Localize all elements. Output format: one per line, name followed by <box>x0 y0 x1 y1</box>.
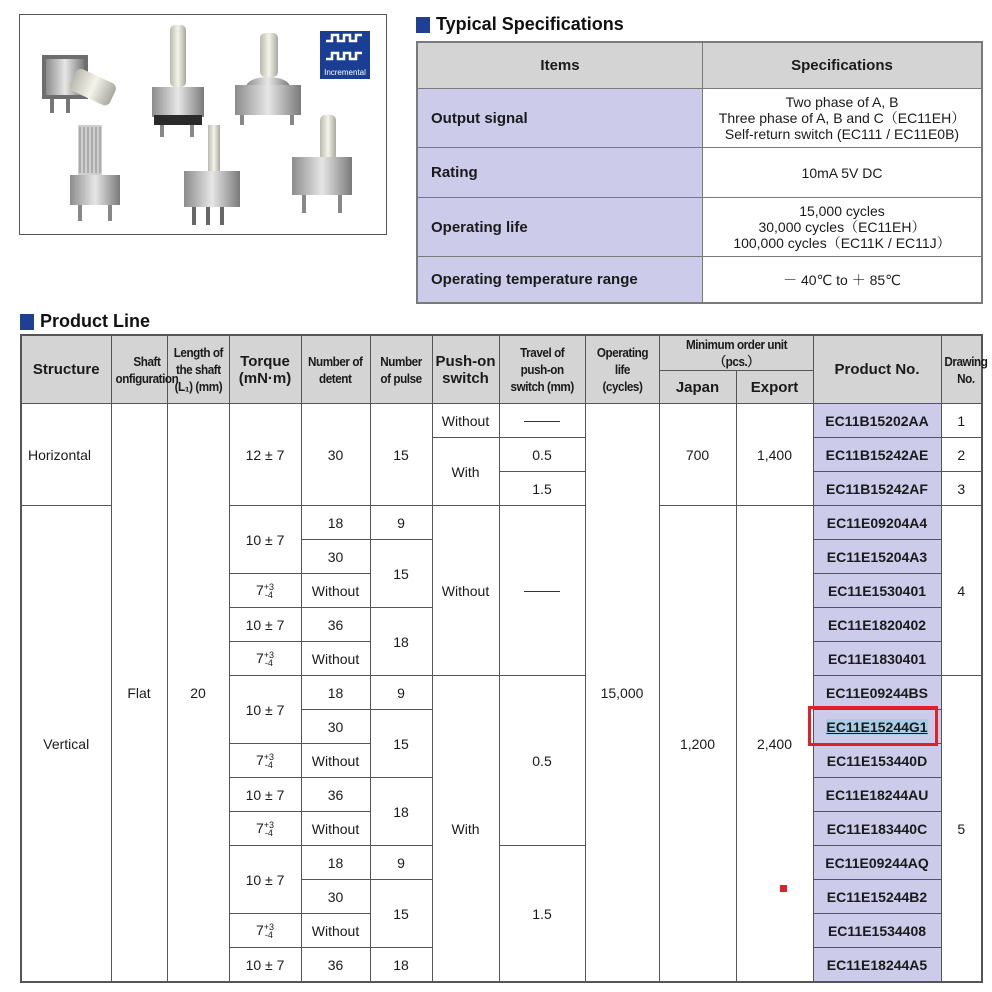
product-photo <box>19 14 387 235</box>
spec-item: Operating life <box>417 198 703 257</box>
product-line-title: Product Line <box>20 311 150 332</box>
detent-cell: 18 <box>301 676 370 710</box>
spec-table <box>416 41 983 304</box>
torque-cell: 7 +3 -4 <box>229 574 301 608</box>
torque-cell: 12 ± 7 <box>229 404 301 506</box>
header-push-switch: Push-on switch <box>432 335 499 404</box>
encoder-horizontal <box>42 55 118 113</box>
structure-cell: Horizontal <box>21 404 111 506</box>
product-no-cell: EC11E15244B2 <box>813 880 941 914</box>
spec-row <box>417 257 982 304</box>
drawing-cell: 2 <box>941 438 982 472</box>
header-detent: Number of detent <box>301 335 370 404</box>
travel-cell: 1.5 <box>499 472 585 506</box>
pulse-cell: 15 <box>370 880 432 948</box>
header-shaft: Shaft onfiguration <box>111 335 167 404</box>
torque-cell: 7 +3 -4 <box>229 744 301 778</box>
length-cell: 20 <box>167 404 229 983</box>
torque-cell: 10 ± 7 <box>229 608 301 642</box>
product-no-cell: EC11E1820402 <box>813 608 941 642</box>
push-cell: Without <box>432 506 499 676</box>
push-cell: Without <box>432 404 499 438</box>
detent-cell: 18 <box>301 846 370 880</box>
red-marker <box>780 885 787 892</box>
pulse-cell: 9 <box>370 506 432 540</box>
push-cell: With <box>432 438 499 506</box>
detent-cell: 30 <box>301 710 370 744</box>
drawing-cell: 4 <box>941 506 982 676</box>
product-no-cell: EC11E1530401 <box>813 574 941 608</box>
detent-cell: 36 <box>301 608 370 642</box>
spec-item: Rating <box>417 148 703 198</box>
torque-cell: 7 +3 -4 <box>229 642 301 676</box>
svg-text:Incremental: Incremental <box>324 68 366 77</box>
spec-row <box>417 198 982 257</box>
header-structure: Structure <box>21 335 111 404</box>
spec-item: Output signal <box>417 89 703 148</box>
japan-cell: 700 <box>659 404 736 506</box>
header-pulse: Number of pulse <box>370 335 432 404</box>
detent-cell: Without <box>301 642 370 676</box>
product-no-cell: EC11E1830401 <box>813 642 941 676</box>
pulse-cell: 9 <box>370 676 432 710</box>
encoders-illustration <box>20 15 386 234</box>
torque-cell: 10 ± 7 <box>229 778 301 812</box>
travel-cell: 1.5 <box>499 846 585 983</box>
pulse-cell: 18 <box>370 608 432 676</box>
incremental-badge <box>320 31 370 79</box>
structure-cell: Vertical <box>21 506 111 983</box>
product-no-cell: EC11B15242AE <box>813 438 941 472</box>
blue-square-icon <box>416 17 430 33</box>
encoder-flat <box>235 33 301 125</box>
detent-cell: Without <box>301 812 370 846</box>
spec-value: 10mA 5V DC <box>703 148 983 198</box>
dash-mark <box>524 421 560 422</box>
header-travel: Travel of push-on switch (mm) <box>499 335 585 404</box>
header-life: Operating life (cycles) <box>585 335 659 404</box>
spec-header-items: Items <box>417 42 703 89</box>
pulse-cell: 9 <box>370 846 432 880</box>
product-no-cell: EC11E18244AU <box>813 778 941 812</box>
product-no-cell: EC11E09244BS <box>813 676 941 710</box>
spec-value: Two phase of A, B Three phase of A, B and C（EC11EH） Self-return switch (EC111 / EC11E0B) <box>703 89 983 148</box>
torque-cell: 10 ± 7 <box>229 506 301 574</box>
dash-mark <box>524 591 560 592</box>
pulse-cell: 15 <box>370 540 432 608</box>
drawing-cell: 1 <box>941 404 982 438</box>
pulse-cell: 15 <box>370 710 432 778</box>
detent-cell: 18 <box>301 506 370 540</box>
torque-cell: 10 ± 7 <box>229 948 301 983</box>
blue-square-icon <box>20 314 34 330</box>
product-no-cell: EC11E153440D <box>813 744 941 778</box>
spec-section-title: Typical Specifications <box>416 14 624 35</box>
torque-cell: 10 ± 7 <box>229 676 301 744</box>
drawing-cell: 5 <box>941 676 982 983</box>
encoder-tall <box>152 25 204 137</box>
spec-value: － 40℃ to ＋ 85℃ <box>703 257 983 304</box>
header-drawing: Drawing No. <box>941 335 982 404</box>
life-cell: 15,000 <box>585 404 659 983</box>
push-cell: With <box>432 676 499 983</box>
product-no-cell: EC11E15204A3 <box>813 540 941 574</box>
torque-cell: 7 +3 -4 <box>229 914 301 948</box>
torque-cell: 7 +3 -4 <box>229 812 301 846</box>
travel-cell <box>499 506 585 676</box>
product-no-cell: EC11B15202AA <box>813 404 941 438</box>
spec-item: Operating temperature range <box>417 257 703 304</box>
header-moq: Minimum order unit（pcs.） <box>659 335 813 371</box>
encoder-narrow-shaft <box>184 125 240 225</box>
travel-cell: 0.5 <box>499 676 585 846</box>
detent-cell: 30 <box>301 404 370 506</box>
detent-cell: 36 <box>301 948 370 983</box>
detent-cell: Without <box>301 574 370 608</box>
header-japan: Japan <box>659 371 736 404</box>
detent-cell: 36 <box>301 778 370 812</box>
torque-cell: 10 ± 7 <box>229 846 301 914</box>
spec-row <box>417 89 982 148</box>
product-line-table <box>20 334 987 983</box>
product-no-cell: EC11E09204A4 <box>813 506 941 540</box>
japan-cell: 1,200 <box>659 506 736 983</box>
product-no-cell: EC11E18244A5 <box>813 948 941 983</box>
detent-cell: Without <box>301 914 370 948</box>
shaft-cell: Flat <box>111 404 167 983</box>
spec-value: 15,000 cycles 30,000 cycles（EC11EH） 100,000 cycles（EC11K / EC11J） <box>703 198 983 257</box>
pulse-cell: 18 <box>370 948 432 983</box>
header-torque: Torque (mN·m) <box>229 335 301 404</box>
pulse-cell: 18 <box>370 778 432 846</box>
travel-cell: 0.5 <box>499 438 585 472</box>
export-cell: 2,400 <box>736 506 813 983</box>
spec-header-specifications: Specifications <box>703 42 983 89</box>
spec-row <box>417 148 982 198</box>
drawing-cell: 3 <box>941 472 982 506</box>
table-row <box>21 404 982 438</box>
header-product-no: Product No. <box>813 335 941 404</box>
detent-cell: Without <box>301 744 370 778</box>
travel-cell <box>499 404 585 438</box>
export-cell: 1,400 <box>736 404 813 506</box>
product-no-cell: EC11E09244AQ <box>813 846 941 880</box>
detent-cell: 30 <box>301 880 370 914</box>
selection-highlight-box <box>808 706 938 746</box>
product-no-cell: EC11E183440C <box>813 812 941 846</box>
detent-cell: 30 <box>301 540 370 574</box>
product-no-cell: EC11B15242AF <box>813 472 941 506</box>
header-export: Export <box>736 371 813 404</box>
encoder-knurled <box>70 125 120 221</box>
product-no-cell-highlighted[interactable]: EC11E15244G1 <box>813 710 941 744</box>
product-no-cell: EC11E1534408 <box>813 914 941 948</box>
encoder-side-shaft <box>292 115 352 213</box>
pulse-cell: 15 <box>370 404 432 506</box>
header-length: Length of the shaft (L₁) (mm) <box>167 335 229 404</box>
